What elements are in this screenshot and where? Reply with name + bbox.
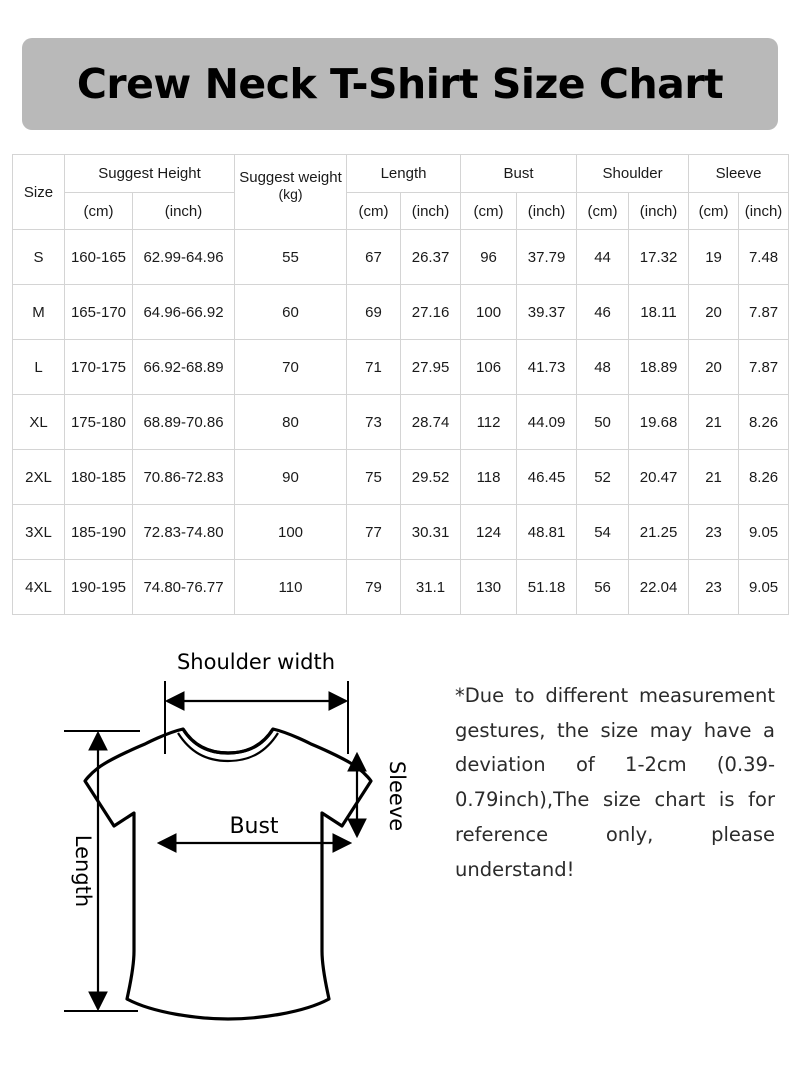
table-row: [13, 505, 789, 560]
cell-height-inch: 74.80-76.77: [133, 560, 235, 615]
cell-length-inch: 29.52: [401, 450, 461, 505]
length-label: Length: [71, 834, 95, 908]
cell-bust-inch: 39.37: [517, 285, 577, 340]
cell-sleeve-inch: 8.26: [739, 450, 789, 505]
cell-length-cm: 73: [347, 395, 401, 450]
cell-height-cm: 185-190: [65, 505, 133, 560]
cell-weight-kg: 80: [235, 395, 347, 450]
table-header-units: [13, 193, 789, 230]
sleeve-label: Sleeve: [385, 760, 409, 832]
cell-bust-cm: 112: [461, 395, 517, 450]
cell-height-cm: 190-195: [65, 560, 133, 615]
cell-height-cm: 175-180: [65, 395, 133, 450]
cell-height-cm: 165-170: [65, 285, 133, 340]
cell-sleeve-inch: 7.87: [739, 285, 789, 340]
cell-sleeve-inch: 9.05: [739, 560, 789, 615]
suggest-weight-unit: (kg): [278, 185, 303, 202]
measurement-disclaimer: *Due to different measurement gestures, the size may have a deviation of 1-2cm (0.39-0.79inch),The size chart is for reference only, please understand!: [455, 684, 775, 881]
cell-bust-cm: 96: [461, 230, 517, 285]
table-row: [13, 395, 789, 450]
cell-length-inch: 26.37: [401, 230, 461, 285]
cell-weight-kg: 55: [235, 230, 347, 285]
column-header-size: Size: [13, 155, 65, 230]
cell-length-inch: 27.16: [401, 285, 461, 340]
cell-sleeve-cm: 21: [689, 395, 739, 450]
column-header-suggest-height: Suggest Height: [65, 155, 235, 193]
cell-height-inch: 66.92-68.89: [133, 340, 235, 395]
cell-shoulder-cm: 48: [577, 340, 629, 395]
cell-length-cm: 79: [347, 560, 401, 615]
cell-bust-inch: 44.09: [517, 395, 577, 450]
size-chart-page: [0, 38, 800, 1078]
column-header-bust: Bust: [461, 155, 577, 193]
cell-weight-kg: 70: [235, 340, 347, 395]
cell-sleeve-cm: 23: [689, 505, 739, 560]
cell-shoulder-inch: 20.47: [629, 450, 689, 505]
suggest-weight-label: Suggest weight: [239, 168, 342, 186]
cell-sleeve-cm: 19: [689, 230, 739, 285]
cell-height-cm: 180-185: [65, 450, 133, 505]
cell-shoulder-cm: 46: [577, 285, 629, 340]
cell-size: M: [13, 285, 65, 340]
table-row: [13, 450, 789, 505]
unit-shoulder-inch: (inch): [629, 193, 689, 230]
cell-bust-inch: 41.73: [517, 340, 577, 395]
cell-length-cm: 71: [347, 340, 401, 395]
cell-height-inch: 68.89-70.86: [133, 395, 235, 450]
cell-size: 4XL: [13, 560, 65, 615]
cell-length-cm: 77: [347, 505, 401, 560]
cell-bust-cm: 118: [461, 450, 517, 505]
cell-weight-kg: 60: [235, 285, 347, 340]
bottom-section: [0, 621, 800, 1033]
cell-length-inch: 28.74: [401, 395, 461, 450]
cell-bust-cm: 124: [461, 505, 517, 560]
unit-length-cm: (cm): [347, 193, 401, 230]
cell-size: L: [13, 340, 65, 395]
unit-bust-inch: (inch): [517, 193, 577, 230]
page-title: Crew Neck T-Shirt Size Chart: [76, 60, 724, 108]
cell-bust-inch: 37.79: [517, 230, 577, 285]
cell-shoulder-inch: 17.32: [629, 230, 689, 285]
tshirt-measurement-diagram: [28, 621, 448, 1033]
table-row: [13, 560, 789, 615]
cell-height-inch: 62.99-64.96: [133, 230, 235, 285]
cell-sleeve-inch: 7.48: [739, 230, 789, 285]
cell-shoulder-inch: 18.11: [629, 285, 689, 340]
table-row: [13, 340, 789, 395]
bust-label: Bust: [229, 814, 279, 839]
cell-size: S: [13, 230, 65, 285]
cell-shoulder-inch: 22.04: [629, 560, 689, 615]
cell-height-cm: 160-165: [65, 230, 133, 285]
column-header-sleeve: Sleeve: [689, 155, 789, 193]
table-row: [13, 230, 789, 285]
cell-shoulder-inch: 21.25: [629, 505, 689, 560]
cell-sleeve-cm: 20: [689, 285, 739, 340]
cell-bust-cm: 130: [461, 560, 517, 615]
cell-weight-kg: 90: [235, 450, 347, 505]
cell-shoulder-cm: 44: [577, 230, 629, 285]
column-header-length: Length: [347, 155, 461, 193]
table-row: [13, 285, 789, 340]
unit-shoulder-cm: (cm): [577, 193, 629, 230]
tshirt-diagram-svg: [28, 621, 448, 1033]
cell-height-inch: 70.86-72.83: [133, 450, 235, 505]
unit-sleeve-cm: (cm): [689, 193, 739, 230]
cell-shoulder-cm: 52: [577, 450, 629, 505]
cell-shoulder-cm: 56: [577, 560, 629, 615]
cell-shoulder-cm: 54: [577, 505, 629, 560]
cell-bust-inch: 51.18: [517, 560, 577, 615]
column-header-suggest-weight: [235, 155, 347, 230]
table-header-groups: [13, 155, 789, 193]
cell-size: 3XL: [13, 505, 65, 560]
cell-size: XL: [13, 395, 65, 450]
unit-sleeve-inch: (inch): [739, 193, 789, 230]
cell-bust-cm: 106: [461, 340, 517, 395]
unit-height-inch: (inch): [133, 193, 235, 230]
unit-height-cm: (cm): [65, 193, 133, 230]
cell-length-inch: 31.1: [401, 560, 461, 615]
cell-shoulder-cm: 50: [577, 395, 629, 450]
cell-bust-cm: 100: [461, 285, 517, 340]
unit-length-inch: (inch): [401, 193, 461, 230]
unit-bust-cm: (cm): [461, 193, 517, 230]
cell-bust-inch: 46.45: [517, 450, 577, 505]
size-table: [12, 154, 789, 615]
cell-length-cm: 69: [347, 285, 401, 340]
column-header-shoulder: Shoulder: [577, 155, 689, 193]
cell-height-cm: 170-175: [65, 340, 133, 395]
cell-sleeve-cm: 21: [689, 450, 739, 505]
cell-length-inch: 30.31: [401, 505, 461, 560]
title-banner: [22, 38, 778, 130]
cell-sleeve-inch: 8.26: [739, 395, 789, 450]
cell-height-inch: 72.83-74.80: [133, 505, 235, 560]
cell-sleeve-cm: 23: [689, 560, 739, 615]
cell-bust-inch: 48.81: [517, 505, 577, 560]
cell-sleeve-inch: 9.05: [739, 505, 789, 560]
cell-length-cm: 67: [347, 230, 401, 285]
cell-sleeve-cm: 20: [689, 340, 739, 395]
cell-length-inch: 27.95: [401, 340, 461, 395]
cell-weight-kg: 100: [235, 505, 347, 560]
cell-size: 2XL: [13, 450, 65, 505]
cell-length-cm: 75: [347, 450, 401, 505]
cell-shoulder-inch: 18.89: [629, 340, 689, 395]
shoulder-width-label: Shoulder width: [176, 650, 336, 674]
cell-shoulder-inch: 19.68: [629, 395, 689, 450]
cell-weight-kg: 110: [235, 560, 347, 615]
cell-sleeve-inch: 7.87: [739, 340, 789, 395]
cell-height-inch: 64.96-66.92: [133, 285, 235, 340]
size-table-wrapper: [12, 154, 788, 615]
